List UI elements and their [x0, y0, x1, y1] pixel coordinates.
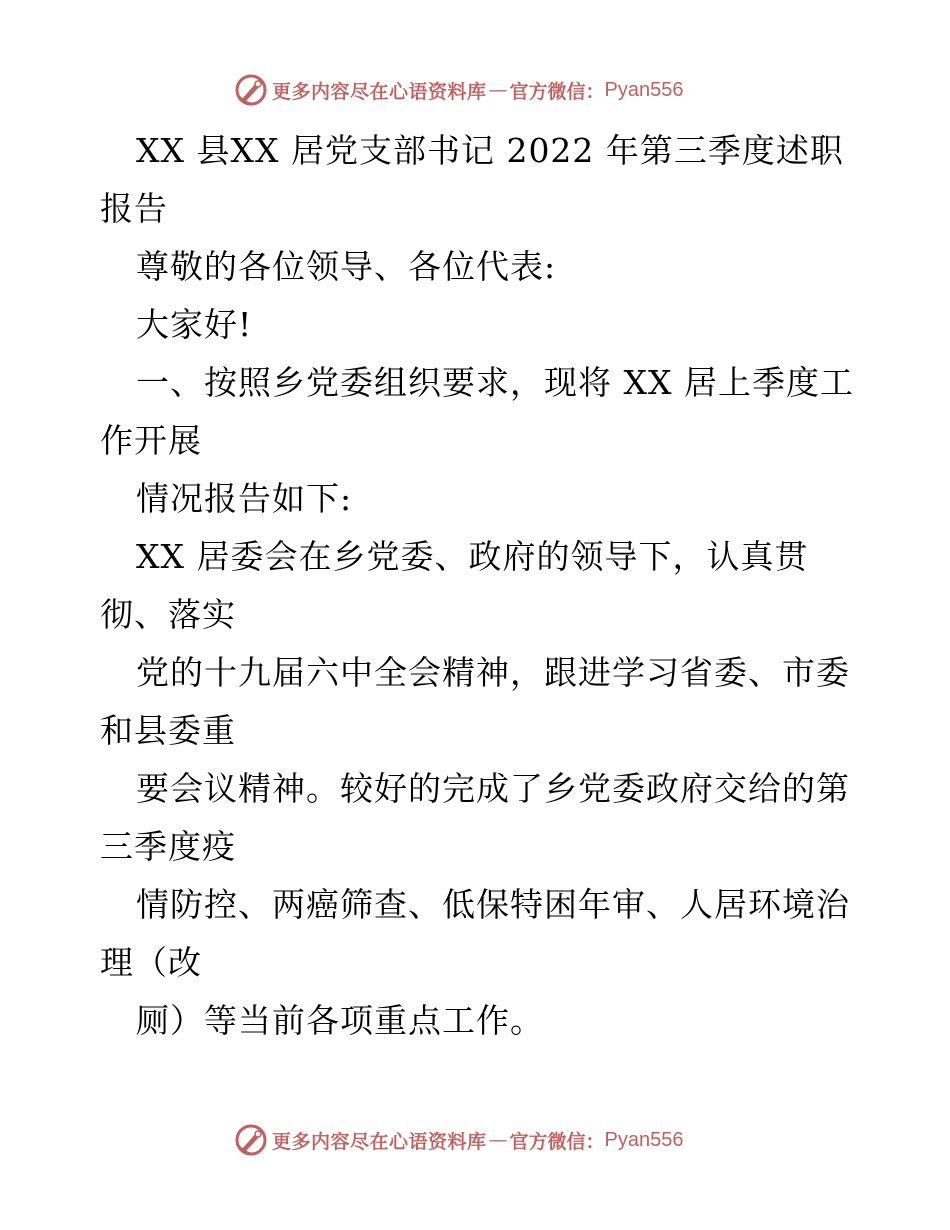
paragraph-3-line-1: XX 居委会在乡党委、政府的领导下，认真贯 [136, 537, 809, 576]
paragraph-1-line-1: 一、按照乡党委组织要求，现将 XX 居上季度工 [136, 363, 854, 402]
paragraph-6-line-2: 理（改 [100, 943, 202, 982]
paragraph-4-line-1: 党的十九届六中全会精神，跟进学习省委、市委 [136, 653, 850, 692]
banner-slogan: 更多内容尽在心语资料库 [272, 80, 487, 103]
paragraph-4-line-2: 和县委重 [100, 711, 236, 750]
salutation: 尊敬的各位领导、各位代表: [136, 247, 557, 286]
greeting: 大家好! [136, 305, 253, 344]
footer-watermark-banner [234, 1122, 684, 1158]
paragraph-1-line-2: 作开展 [100, 421, 202, 460]
paragraph-3-line-2: 彻、落实 [100, 595, 236, 634]
pen-logo-icon [234, 1123, 268, 1157]
header-watermark-banner [234, 72, 684, 108]
banner-wechat-id: Pyan556 [604, 78, 684, 101]
banner-wechat-label: 官方微信： [509, 1130, 605, 1153]
pen-logo-icon [234, 73, 268, 107]
document-body [100, 122, 860, 1050]
paragraph-5-line-2: 三季度疫 [100, 827, 236, 866]
banner-wechat-id: Pyan556 [604, 1128, 684, 1151]
banner-separator: — [488, 1129, 508, 1151]
paragraph-7-line-1: 厕）等当前各项重点工作。 [136, 1001, 544, 1040]
document-title-line-2: 报告 [100, 189, 168, 228]
document-title-line-1: XX 县XX 居党支部书记 2022 年第三季度述职 [136, 131, 844, 170]
banner-separator: — [488, 79, 508, 101]
paragraph-6-line-1: 情防控、两癌筛查、低保特困年审、人居环境治 [136, 885, 850, 924]
banner-slogan: 更多内容尽在心语资料库 [272, 1130, 487, 1153]
paragraph-2-line-1: 情况报告如下: [136, 479, 353, 518]
banner-wechat-label: 官方微信： [509, 80, 605, 103]
paragraph-5-line-1: 要会议精神。较好的完成了乡党委政府交给的第 [136, 769, 850, 808]
